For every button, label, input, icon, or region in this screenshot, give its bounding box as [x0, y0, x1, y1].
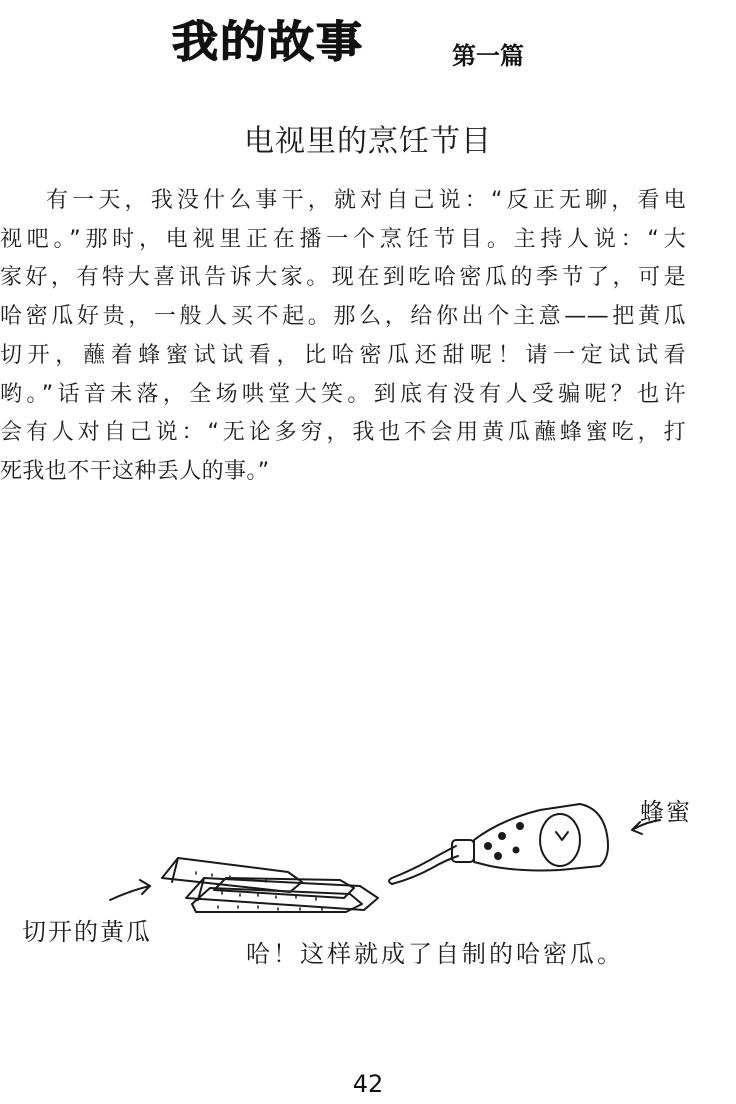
page-header	[0, 0, 736, 80]
story-line: 哈密瓜好贵，一般人买不起。那么，给你出个主意——把黄瓜	[0, 304, 686, 330]
part-label: 第一篇	[452, 42, 524, 70]
honey-bottle-icon	[389, 804, 608, 884]
illustration	[0, 760, 736, 1020]
story-line: 视吧。”那时，电视里正在播一个烹饪节目。主持人说：“大	[0, 226, 686, 252]
story-line: 家好，有特大喜讯告诉大家。现在到吃哈密瓜的季节了，可是	[0, 265, 686, 291]
story-line: 哟。”话音未落，全场哄堂大笑。到底有没有人受骗呢？也许	[0, 381, 686, 407]
illustration-drawing	[0, 760, 736, 1020]
arrow-icon	[110, 880, 150, 900]
label-cucumber: 切开的黄瓜	[22, 918, 152, 946]
cucumber-slices-icon	[162, 858, 378, 912]
story-body	[0, 182, 686, 492]
book-title: 我的故事	[172, 16, 364, 68]
chapter-title: 电视里的烹饪节目	[244, 124, 492, 159]
story-line: 会有人对自己说：“无论多穷，我也不会用黄瓜蘸蜂蜜吃，打	[0, 420, 686, 446]
page-number: 42	[352, 1070, 384, 1098]
story-line: 有一天，我没什么事干，就对自己说：“反正无聊，看电	[46, 188, 686, 213]
illustration-caption: 哈！这样就成了自制的哈密瓜。	[246, 940, 624, 968]
story-line: 死我也不干这种丢人的事。”	[0, 458, 270, 484]
story-line: 切开，蘸着蜂蜜试试看，比哈密瓜还甜呢！请一定试试看	[0, 342, 686, 368]
label-honey: 蜂蜜	[640, 798, 692, 826]
